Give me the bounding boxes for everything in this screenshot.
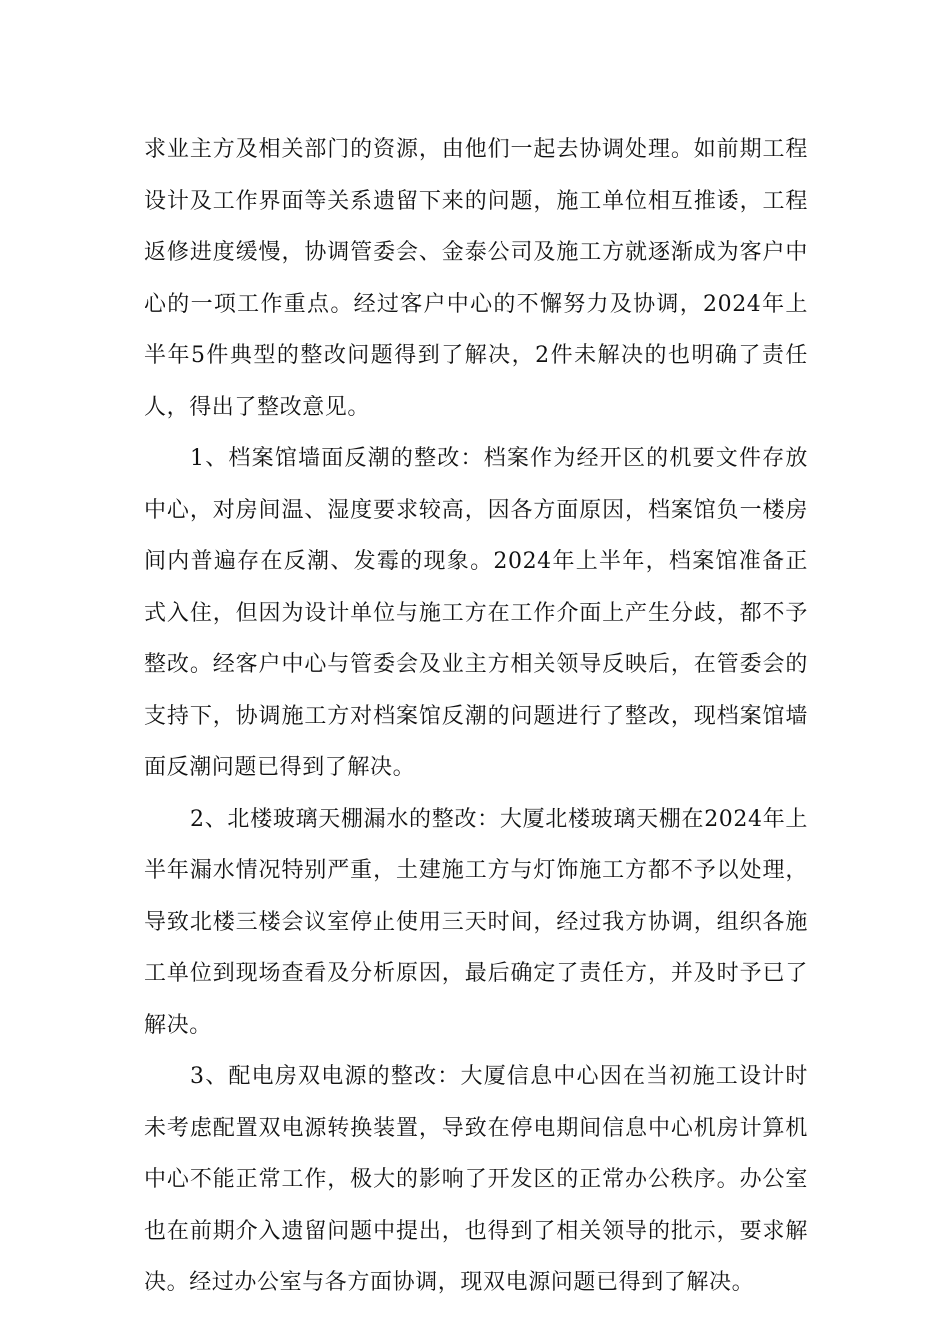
document-body [144,124,808,1309]
paragraph-continuation: 求业主方及相关部门的资源，由他们一起去协调处理。如前期工程设计及工作界面等关系遗留下来的问题，施工单位相互推诿，工程返修进度缓慢，协调管委会、金泰公司及施工方就逐渐成为客户中心的一项工作重点。经过客户中心的不懈努力及协调，2024年上半年5件典型的整改问题得到了解决，2件未解决的也明确了责任人，得出了整改意见。 [144,137,808,420]
paragraph-item-2-glass-ceiling: 2、北楼玻璃天棚漏水的整改：大厦北楼玻璃天棚在2024年上半年漏水情况特别严重，土建施工方与灯饰施工方都不予以处理，导致北楼三楼会议室停止使用三天时间，经过我方协调，组织各施工单位到现场查看及分析原因，最后确定了责任方，并及时予已了解决。 [144,806,808,1038]
paragraph-item-1-archive-wall: 1、档案馆墙面反潮的整改：档案作为经开区的机要文件存放中心，对房间温、湿度要求较高，因各方面原因，档案馆负一楼房间内普遍存在反潮、发霉的现象。2024年上半年，档案馆准备正式入住，但因为设计单位与施工方在工作介面上产生分歧，都不予整改。经客户中心与管委会及业主方相关领导反映后，在管委会的支持下，协调施工方对档案馆反潮的问题进行了整改，现档案馆墙面反潮问题已得到了解决。 [144,446,808,780]
paragraph-item-3-dual-power: 3、配电房双电源的整改：大厦信息中心因在当初施工设计时未考虑配置双电源转换装置，导致在停电期间信息中心机房计算机中心不能正常工作，极大的影响了开发区的正常办公秩序。办公室也在前期介入遗留问题中提出，也得到了相关领导的批示，要求解决。经过办公室与各方面协调，现双电源问题已得到了解决。 [144,1064,808,1295]
